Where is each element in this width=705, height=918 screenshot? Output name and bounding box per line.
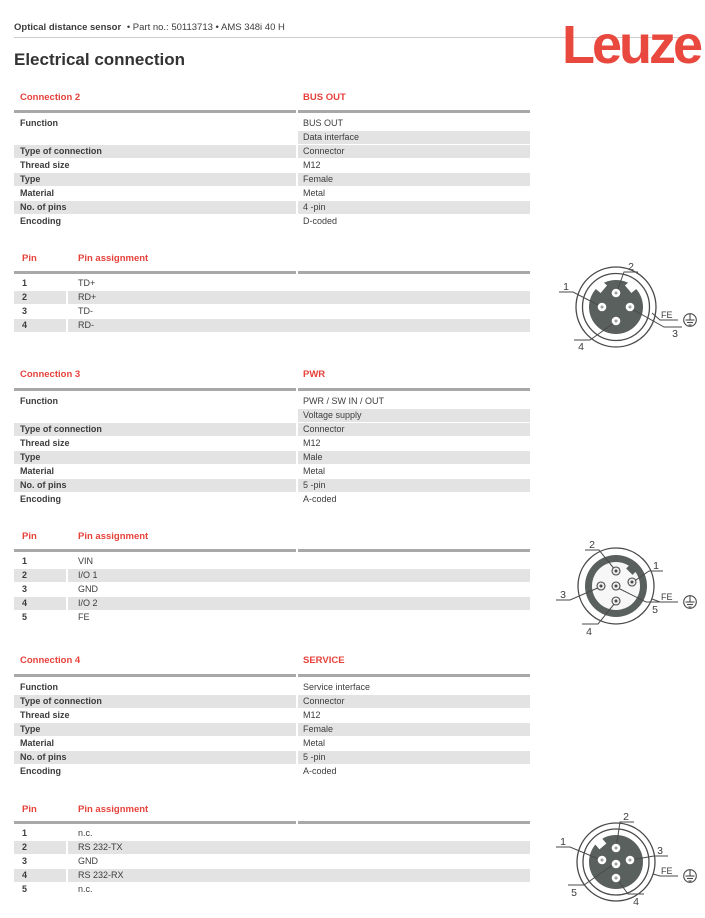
property-label: Encoding <box>20 766 61 776</box>
pin-number: 4 <box>14 869 66 882</box>
property-table-connection-4 <box>14 681 530 779</box>
pin-assignment: GND <box>78 584 98 594</box>
separator-bar <box>14 271 530 274</box>
page-title: Electrical connection <box>14 50 185 69</box>
property-value: A-coded <box>303 766 337 776</box>
property-label: Type of connection <box>14 423 296 436</box>
property-label <box>14 409 296 422</box>
property-label: Function <box>20 682 58 692</box>
connector-diagram-4pin-d-coded-female <box>548 250 705 360</box>
pin-assignment: I/O 2 <box>68 597 530 610</box>
pin-label: 1 <box>653 560 659 572</box>
pin-table-connection-2 <box>14 277 530 333</box>
pin-assignment: RS 232-RX <box>68 869 530 882</box>
property-label: No. of pins <box>14 201 296 214</box>
fe-label: FE <box>661 592 673 602</box>
pin-assignment: n.c. <box>78 828 93 838</box>
pin-label: 2 <box>628 261 634 273</box>
property-value: Metal <box>303 466 326 476</box>
pin-number: 3 <box>22 306 28 316</box>
property-label: Thread size <box>20 710 70 720</box>
pin-assignment: TD+ <box>78 278 96 288</box>
property-label: Thread size <box>20 160 70 170</box>
pin-label: 5 <box>571 887 577 899</box>
pin-table-header <box>14 253 530 265</box>
pin-number: 3 <box>22 584 28 594</box>
fe-label: FE <box>661 866 673 876</box>
pin-number: 1 <box>22 556 28 566</box>
property-label: Function <box>20 118 58 128</box>
property-label: Type of connection <box>14 145 296 158</box>
pin-number: 5 <box>22 612 28 622</box>
pin-assignment: RD+ <box>68 291 530 304</box>
pin-label: 4 <box>578 341 584 353</box>
connection-name: Connection 2 <box>20 92 81 103</box>
property-label: Type <box>14 723 296 736</box>
pin-column-header: Pin <box>22 531 37 542</box>
pin-table-header <box>14 531 530 543</box>
document-header <box>14 22 285 33</box>
pin-number: 2 <box>14 841 66 854</box>
property-label: Encoding <box>20 216 61 226</box>
property-value: Connector <box>298 145 530 158</box>
property-value: M12 <box>303 438 321 448</box>
connection-function-title: PWR <box>303 369 326 380</box>
pin-label: 2 <box>589 539 595 551</box>
functional-earth-icon <box>684 596 697 609</box>
property-table-connection-2 <box>14 117 530 229</box>
pin-label: 5 <box>652 604 658 616</box>
property-value: Female <box>298 173 530 186</box>
property-value: Connector <box>298 695 530 708</box>
pin-label: 3 <box>560 589 566 601</box>
property-label: No. of pins <box>14 479 296 492</box>
section-header-connection-4 <box>14 655 530 667</box>
property-value: 4 -pin <box>298 201 530 214</box>
pin-table-header <box>14 804 530 816</box>
connection-name: Connection 4 <box>20 655 81 666</box>
property-label: No. of pins <box>14 751 296 764</box>
separator-bar <box>14 674 530 677</box>
separator-bar <box>14 110 530 113</box>
pin-table-connection-3 <box>14 555 530 625</box>
property-value: Service interface <box>303 682 371 692</box>
pin-label: 4 <box>586 626 592 638</box>
pin-assignment: VIN <box>78 556 94 566</box>
pin-label: 3 <box>672 328 678 340</box>
pin-number: 1 <box>22 828 28 838</box>
property-label: Material <box>20 738 55 748</box>
pin-assignment: GND <box>78 856 98 866</box>
property-label: Material <box>20 188 55 198</box>
pin-assignment: I/O 1 <box>68 569 530 582</box>
separator-bar <box>14 549 530 552</box>
pin-column-header: Pin <box>22 253 37 264</box>
product-name: Optical distance sensor <box>14 22 122 33</box>
section-header-connection-3 <box>14 369 530 381</box>
pin-assignment: n.c. <box>78 884 93 894</box>
property-label <box>14 131 296 144</box>
pin-assignment: RS 232-TX <box>68 841 530 854</box>
pin-label: 2 <box>623 811 629 823</box>
property-label: Thread size <box>20 438 70 448</box>
property-value: Metal <box>303 738 326 748</box>
property-value: Female <box>298 723 530 736</box>
pin-number: 3 <box>22 856 28 866</box>
property-label: Type <box>14 451 296 464</box>
pin-label: 1 <box>563 281 569 293</box>
connection-name: Connection 3 <box>20 369 81 380</box>
property-label: Type of connection <box>14 695 296 708</box>
property-value: 5 -pin <box>298 751 530 764</box>
leuze-logo: Leuze <box>561 15 700 75</box>
fe-label: FE <box>661 310 673 320</box>
assignment-column-header: Pin assignment <box>78 804 149 815</box>
assignment-column-header: Pin assignment <box>78 531 149 542</box>
property-value: M12 <box>303 710 321 720</box>
connector-diagram-5pin-a-coded-male <box>548 526 705 640</box>
property-value: A-coded <box>303 494 337 504</box>
pin-number: 4 <box>14 319 66 332</box>
pin-number: 2 <box>14 569 66 582</box>
property-table-connection-3 <box>14 395 530 507</box>
property-value: Voltage supply <box>298 409 530 422</box>
property-value: Connector <box>298 423 530 436</box>
property-value: PWR / SW IN / OUT <box>303 396 384 406</box>
property-label: Material <box>20 466 55 476</box>
pin-number: 5 <box>22 884 28 894</box>
property-value: Male <box>298 451 530 464</box>
property-value: 5 -pin <box>298 479 530 492</box>
pin-assignment: RD- <box>68 319 530 332</box>
assignment-column-header: Pin assignment <box>78 253 149 264</box>
property-label: Type <box>14 173 296 186</box>
property-value: M12 <box>303 160 321 170</box>
functional-earth-icon <box>684 314 697 327</box>
separator-bar <box>14 821 530 824</box>
property-label: Encoding <box>20 494 61 504</box>
part-number-info: • Part no.: 50113713 • AMS 348i 40 H <box>126 22 285 33</box>
property-label: Function <box>20 396 58 406</box>
property-value: Metal <box>303 188 326 198</box>
functional-earth-icon <box>684 870 697 883</box>
pin-label: 1 <box>560 836 566 848</box>
pin-number: 2 <box>14 291 66 304</box>
pin-number: 4 <box>14 597 66 610</box>
pin-label: 4 <box>633 896 639 908</box>
pin-number: 1 <box>22 278 28 288</box>
property-value: Data interface <box>298 131 530 144</box>
property-value: BUS OUT <box>303 118 344 128</box>
pin-label: 3 <box>657 845 663 857</box>
pin-column-header: Pin <box>22 804 37 815</box>
connection-function-title: SERVICE <box>303 655 345 666</box>
pin-assignment: TD- <box>78 306 93 316</box>
connector-diagram-5pin-a-coded-female <box>548 798 705 914</box>
section-header-connection-2 <box>14 92 530 104</box>
property-value: D-coded <box>303 216 338 226</box>
pin-assignment: FE <box>78 612 90 622</box>
connection-function-title: BUS OUT <box>303 92 346 103</box>
separator-bar <box>14 388 530 391</box>
pin-table-connection-4 <box>14 827 530 897</box>
